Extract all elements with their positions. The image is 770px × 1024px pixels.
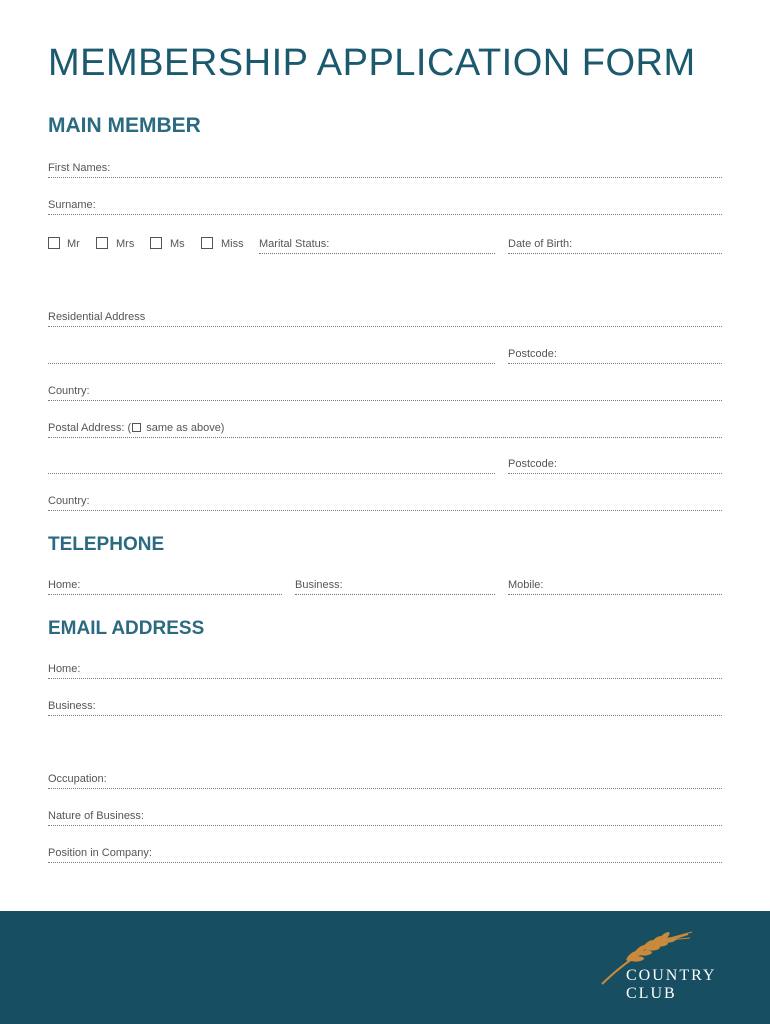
surname-label: Surname: (48, 199, 96, 211)
title-ms-checkbox[interactable] (150, 237, 162, 249)
telephone-mobile-field[interactable] (508, 578, 722, 595)
residential-address-label: Residential Address (48, 311, 146, 323)
postal-address-field[interactable] (48, 421, 722, 438)
occupation-field[interactable] (48, 772, 722, 789)
country-label: Country: (48, 385, 90, 397)
telephone-mobile-label: Mobile: (508, 579, 544, 591)
country-2-field[interactable] (48, 494, 722, 511)
postal-address-label-prefix: Postal Address: ( (48, 422, 132, 434)
date-of-birth-field[interactable] (508, 237, 722, 254)
occupation-label: Occupation: (48, 773, 107, 785)
postcode-field[interactable] (508, 347, 722, 364)
logo-text-line1: COUNTRY (626, 967, 717, 984)
surname-field[interactable] (48, 198, 722, 215)
title-mr-label: Mr (67, 238, 80, 250)
same-as-above-checkbox[interactable] (132, 423, 141, 432)
telephone-home-field[interactable] (48, 578, 282, 595)
residential-address-field[interactable] (48, 310, 722, 327)
position-in-company-field[interactable] (48, 846, 722, 863)
postcode-2-field[interactable] (508, 457, 722, 474)
title-miss-checkbox[interactable] (201, 237, 213, 249)
logo-text-line2: CLUB (626, 985, 677, 1002)
first-names-label: First Names: (48, 162, 111, 174)
postal-address-line2-field[interactable] (48, 457, 495, 474)
telephone-business-field[interactable] (295, 578, 495, 595)
form-title: MEMBERSHIP APPLICATION FORM (48, 42, 696, 84)
telephone-business-label: Business: (295, 579, 343, 591)
section-telephone: TELEPHONE (48, 534, 165, 555)
title-mrs-label: Mrs (116, 238, 135, 250)
marital-status-label: Marital Status: (259, 238, 330, 250)
title-ms-label: Ms (170, 238, 185, 250)
telephone-home-label: Home: (48, 579, 81, 591)
first-names-field[interactable] (48, 161, 722, 178)
email-business-label: Business: (48, 700, 96, 712)
position-in-company-label: Position in Company: (48, 847, 152, 859)
nature-of-business-label: Nature of Business: (48, 810, 144, 822)
section-email: EMAIL ADDRESS (48, 618, 205, 639)
postal-address-label-suffix: same as above) (143, 422, 225, 434)
email-business-field[interactable] (48, 699, 722, 716)
date-of-birth-label: Date of Birth: (508, 238, 573, 250)
residential-address-line2-field[interactable] (48, 347, 495, 364)
nature-of-business-field[interactable] (48, 809, 722, 826)
title-mr-checkbox[interactable] (48, 237, 60, 249)
country-2-label: Country: (48, 495, 90, 507)
section-main-member: MAIN MEMBER (48, 114, 201, 137)
title-mrs-checkbox[interactable] (96, 237, 108, 249)
title-miss-label: Miss (221, 238, 244, 250)
email-home-field[interactable] (48, 662, 722, 679)
email-home-label: Home: (48, 663, 81, 675)
postcode-label: Postcode: (508, 348, 557, 360)
marital-status-field[interactable] (259, 237, 495, 254)
postcode-2-label: Postcode: (508, 458, 557, 470)
country-field[interactable] (48, 384, 722, 401)
